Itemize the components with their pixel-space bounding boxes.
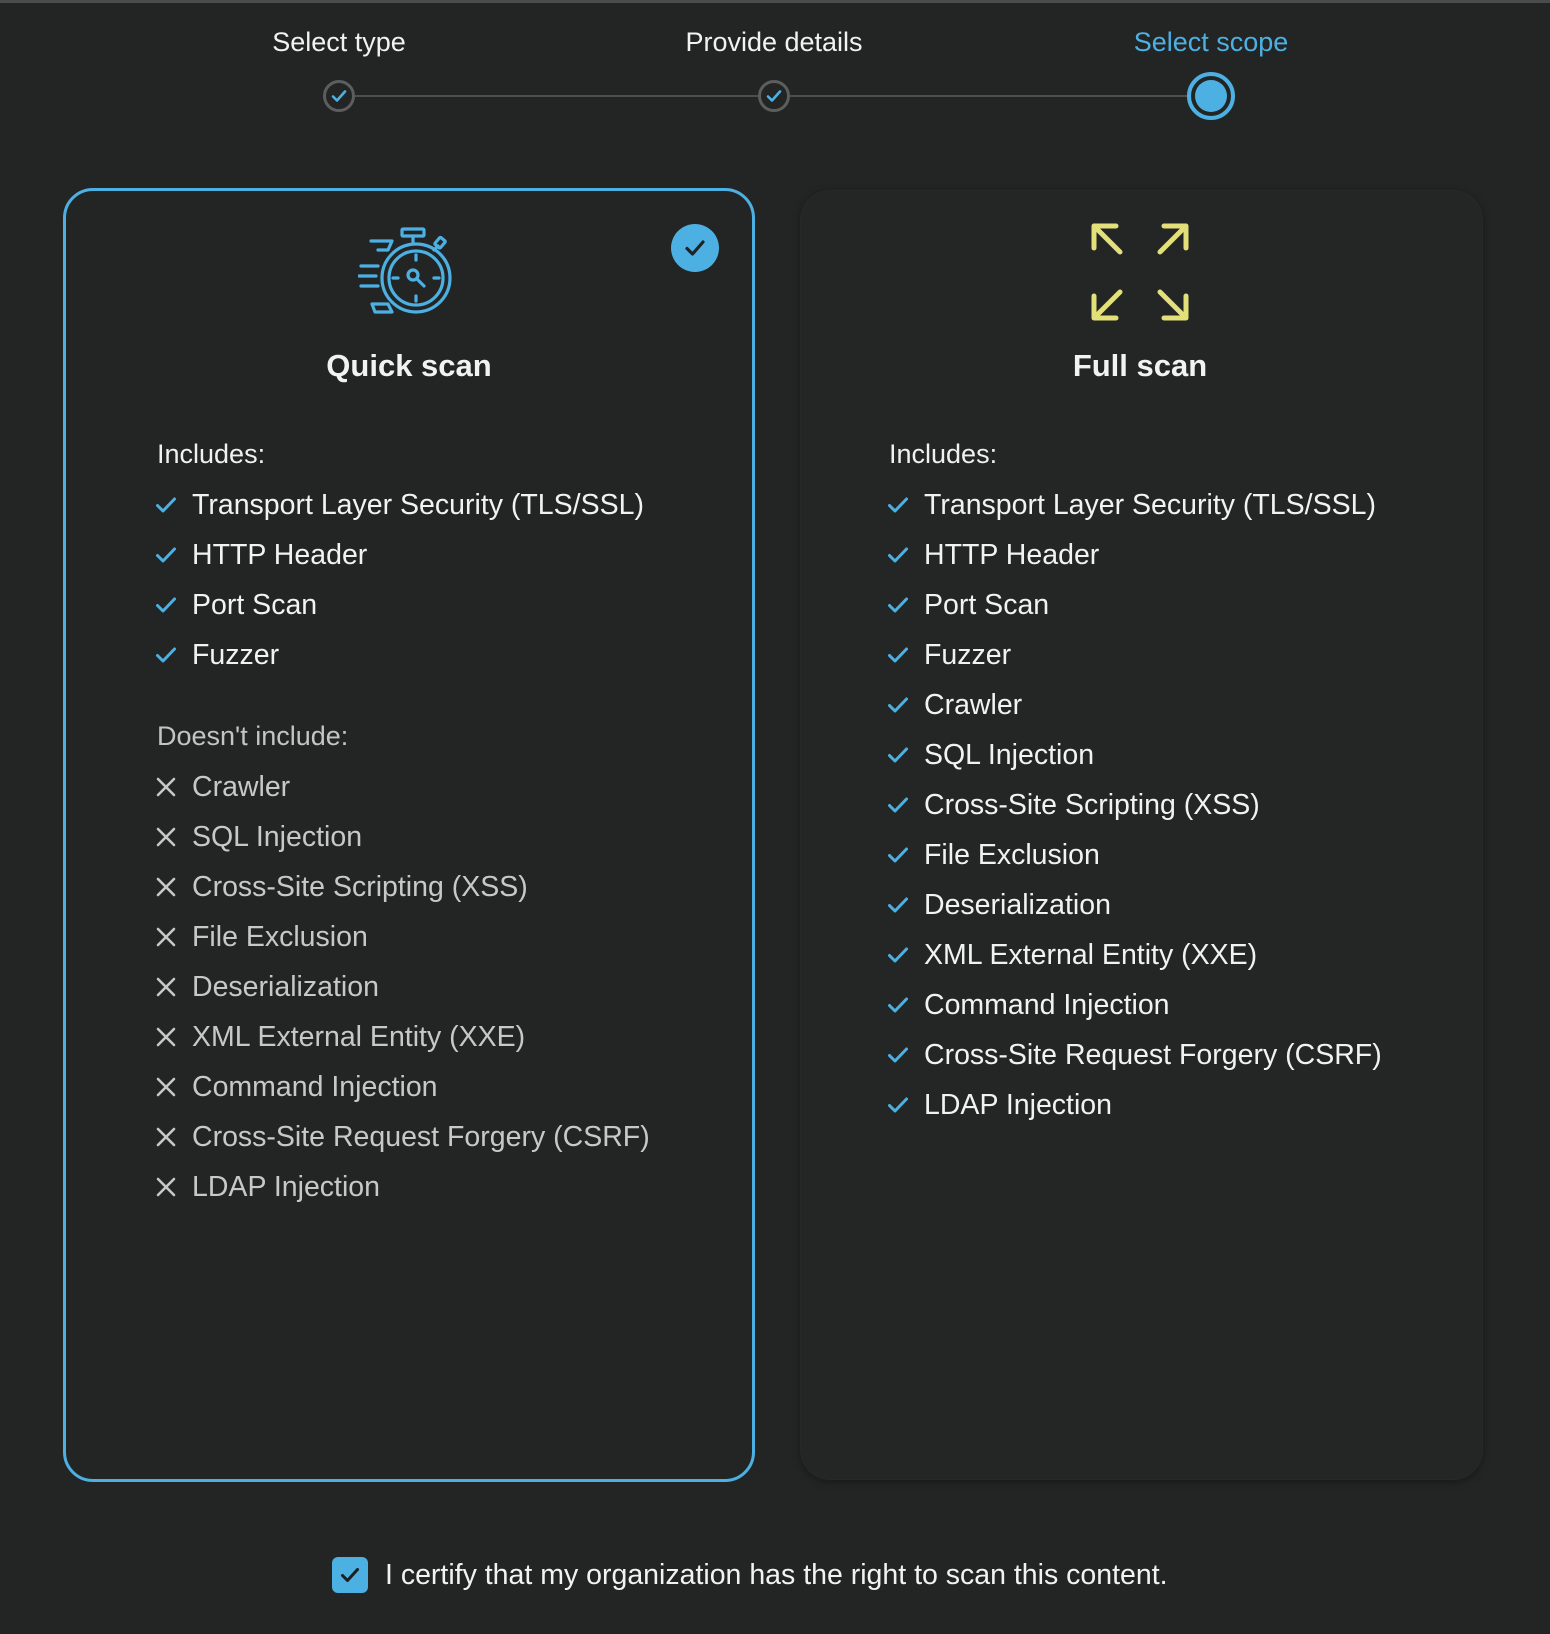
quick-includes-label: Includes: (157, 439, 266, 469)
check-icon (331, 89, 347, 103)
step-3-active (1187, 72, 1235, 120)
check-icon (887, 643, 924, 667)
quick-scan-title: Quick scan (326, 348, 492, 383)
list-item: SQL Injection (887, 730, 1382, 780)
selected-badge (671, 224, 719, 272)
list-item: Port Scan (887, 580, 1382, 630)
certify-label[interactable]: I certify that my organization has the right to scan this content. (385, 1558, 1168, 1591)
list-item: Port Scan (155, 580, 644, 630)
quick-excludes-list (155, 762, 650, 1212)
x-icon (155, 1125, 192, 1149)
step-label-select-type[interactable]: Select type (272, 27, 406, 57)
list-item: XML External Entity (XXE) (155, 1012, 650, 1062)
check-icon (887, 1093, 924, 1117)
check-icon (766, 89, 782, 103)
step-2-completed[interactable] (758, 80, 790, 112)
list-item: Transport Layer Security (TLS/SSL) (887, 480, 1382, 530)
check-icon (155, 543, 192, 567)
list-item: LDAP Injection (887, 1080, 1382, 1130)
expand-arrows-icon (1090, 222, 1190, 322)
x-icon (155, 1075, 192, 1099)
check-icon (887, 993, 924, 1017)
active-step-dot (1195, 80, 1227, 112)
x-icon (155, 825, 192, 849)
x-icon (155, 775, 192, 799)
list-item: Command Injection (155, 1062, 650, 1112)
step-label-provide-details[interactable]: Provide details (685, 27, 863, 57)
check-icon (340, 1567, 360, 1583)
check-icon (887, 893, 924, 917)
full-includes-label: Includes: (889, 439, 998, 469)
list-item: Cross-Site Request Forgery (CSRF) (887, 1030, 1382, 1080)
list-item: Deserialization (155, 962, 650, 1012)
check-icon (155, 493, 192, 517)
list-item: Cross-Site Request Forgery (CSRF) (155, 1112, 650, 1162)
check-icon (155, 643, 192, 667)
x-icon (155, 975, 192, 999)
list-item: Fuzzer (887, 630, 1382, 680)
check-icon (684, 239, 706, 257)
check-icon (155, 593, 192, 617)
quick-excludes-label: Doesn't include: (157, 721, 349, 751)
check-icon (887, 793, 924, 817)
list-item: Crawler (887, 680, 1382, 730)
list-item: File Exclusion (887, 830, 1382, 880)
x-icon (155, 1175, 192, 1199)
list-item: SQL Injection (155, 812, 650, 862)
list-item: HTTP Header (887, 530, 1382, 580)
check-icon (887, 693, 924, 717)
x-icon (155, 1025, 192, 1049)
check-icon (887, 493, 924, 517)
check-icon (887, 743, 924, 767)
full-includes-list (887, 480, 1382, 1130)
certify-row (332, 1557, 1168, 1593)
check-icon (887, 593, 924, 617)
step-connector (790, 95, 1189, 97)
certify-checkbox[interactable] (332, 1557, 368, 1593)
check-icon (887, 1043, 924, 1067)
list-item: Transport Layer Security (TLS/SSL) (155, 480, 644, 530)
list-item: XML External Entity (XXE) (887, 930, 1382, 980)
list-item: Deserialization (887, 880, 1382, 930)
step-1-completed[interactable] (323, 80, 355, 112)
stopwatch-icon (358, 226, 458, 316)
step-connector (355, 95, 758, 97)
list-item: File Exclusion (155, 912, 650, 962)
list-item: LDAP Injection (155, 1162, 650, 1212)
quick-includes-list (155, 480, 644, 680)
x-icon (155, 925, 192, 949)
top-divider (0, 0, 1550, 3)
list-item: Cross-Site Scripting (XSS) (887, 780, 1382, 830)
list-item: Cross-Site Scripting (XSS) (155, 862, 650, 912)
list-item: Command Injection (887, 980, 1382, 1030)
check-icon (887, 943, 924, 967)
check-icon (887, 843, 924, 867)
full-scan-title: Full scan (1072, 348, 1208, 383)
step-label-select-scope: Select scope (1133, 27, 1289, 57)
x-icon (155, 875, 192, 899)
check-icon (887, 543, 924, 567)
list-item: Crawler (155, 762, 650, 812)
list-item: Fuzzer (155, 630, 644, 680)
list-item: HTTP Header (155, 530, 644, 580)
